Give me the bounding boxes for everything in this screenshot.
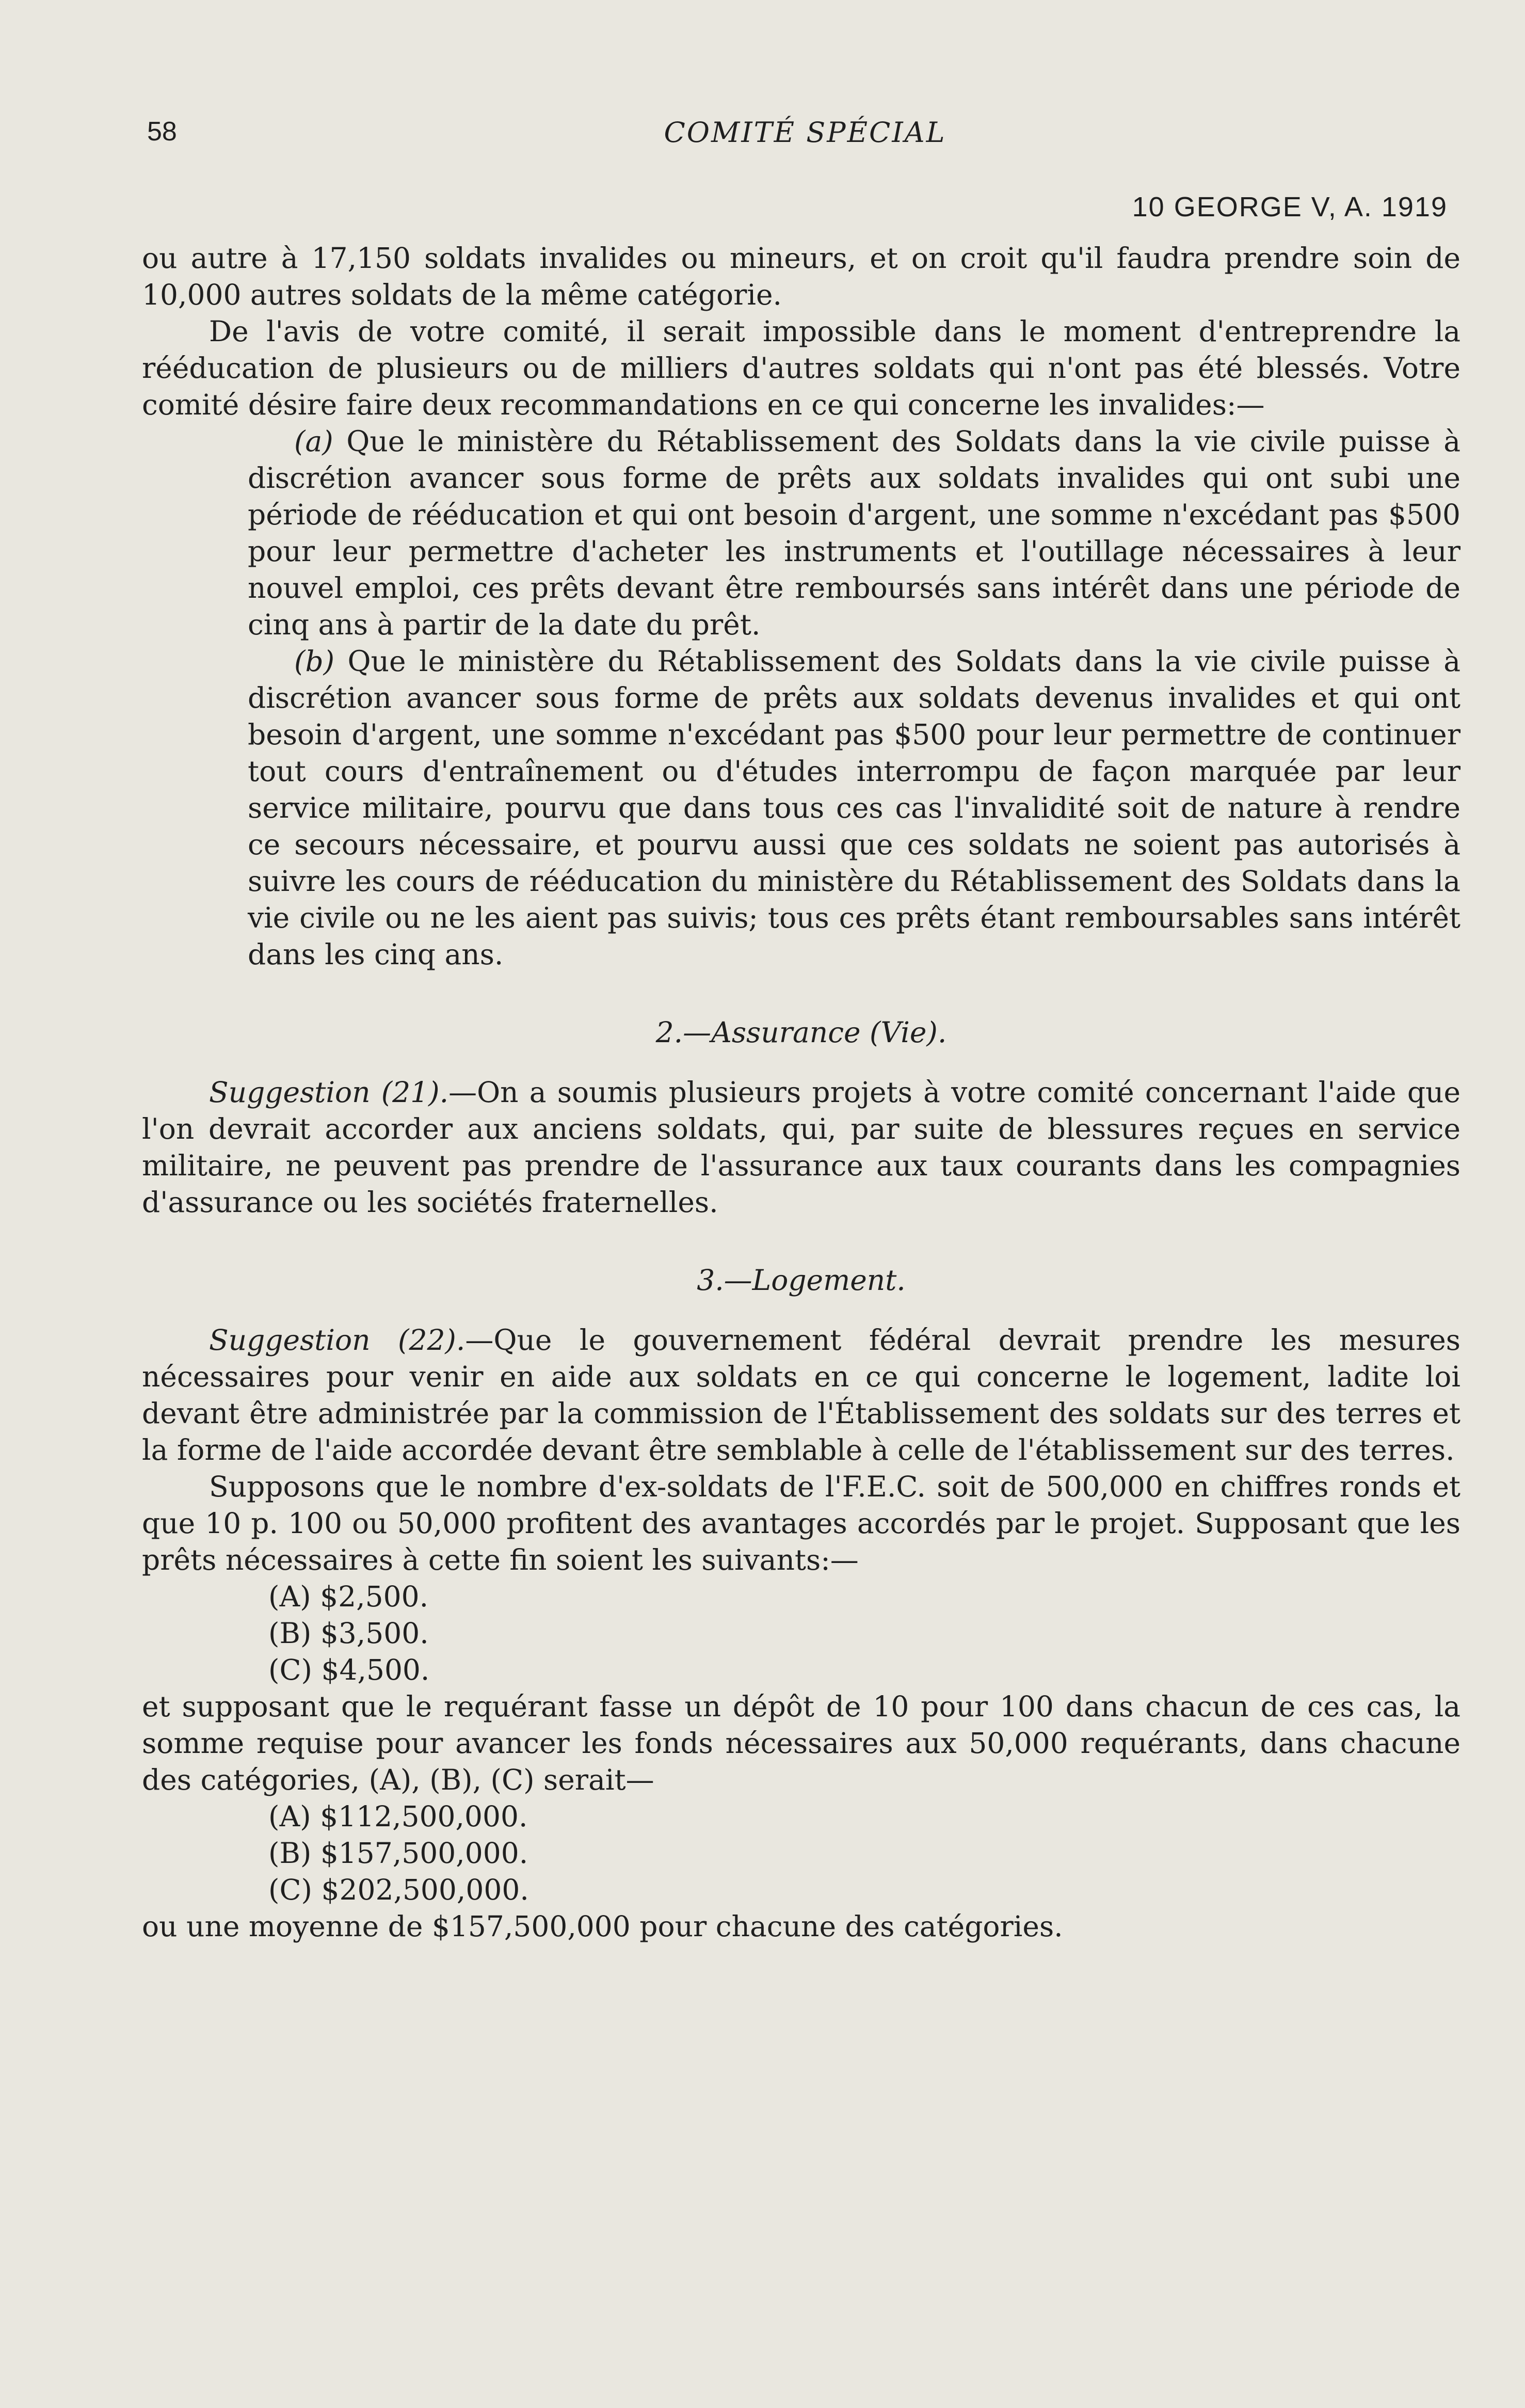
paragraph: et supposant que le requérant fasse un dépôt de 10 pour 100 dans chacun de ces cas, la somme requise pour avancer les fonds nécessaires aux 50,000 requérants, dans chacune des catégories, (A), (B), (C) serait— <box>142 1690 1460 1796</box>
suggestion-label: Suggestion (22). <box>209 1323 465 1357</box>
list-item: (B) $157,500,000. <box>268 1837 528 1870</box>
page-header <box>147 116 1463 152</box>
suggestion-text: —Que le gouvernement fédéral devrait prendre les mesures nécessaires pour venir en aide aux soldats en ce qui concerne le logement, ladite loi devant être administrée par la commission de l'Établissement des soldats sur des terres et la forme de l'aide accordée devant être semblable à celle de l'établissement sur des terres. <box>142 1323 1461 1466</box>
totals-list <box>268 1798 1460 1908</box>
item-text: Que le ministère du Rétablissement des Soldats dans la vie civile puisse à discrétion avancer sous forme de prêts aux soldats devenus invalides et qui ont besoin d'argent, une somme n'excédant pas $500 pour leur permettre de continuer tout cours d'entraînement ou d'études interrompu de façon marquée par leur service militaire, pourvu que dans tous ces cas l'invalidité soit de nature à rendre ce secours nécessaire, et pourvu aussi que ces soldats ne soient pas autorisés à suivre les cours de rééducation du ministère du Rétablissement des Soldats dans la vie civile ou ne les aient pas suivis; tous ces prêts étant remboursables sans intérêt dans les cinq ans. <box>248 645 1460 971</box>
list-item: (A) $112,500,000. <box>268 1800 528 1833</box>
page-number: 58 <box>147 117 177 147</box>
section-heading: 3.—Logement. <box>697 1264 906 1297</box>
section-heading: 2.—Assurance (Vie). <box>655 1016 947 1049</box>
item-text: Que le ministère du Rétablissement des Soldats dans la vie civile puisse à discrétion avancer sous forme de prêts aux soldats invalides qui ont subi une période de rééducation et qui ont besoin d'argent, une somme n'excédant pas $500 pour leur permettre d'acheter les instruments et l'outillage nécessaires à leur nouvel emploi, ces prêts devant être remboursés sans intérêt dans une période de cinq ans à partir de la date du prêt. <box>248 425 1460 641</box>
recommendation-b <box>248 643 1460 973</box>
list-item: (C) $4,500. <box>268 1653 430 1686</box>
item-label: (b) <box>294 645 335 678</box>
list-item: (A) $2,500. <box>268 1580 429 1613</box>
suggestion-21 <box>142 1074 1460 1221</box>
paragraph: ou autre à 17,150 soldats invalides ou mineurs, et on croit qu'il faudra prendre soin de 10,000 autres soldats de la même catégorie. <box>142 242 1460 311</box>
paragraph: ou une moyenne de $157,500,000 pour chacune des catégories. <box>142 1910 1063 1943</box>
list-item: (C) $202,500,000. <box>268 1873 529 1906</box>
suggestion-text: —On a soumis plusieurs projets à votre comité concernant l'aide que l'on devrait accorder aux anciens soldats, qui, par suite de blessures reçues en service militaire, ne peuvent pas prendre de l'assurance aux taux courants dans les compagnies d'assurance ou les sociétés fraternelles. <box>142 1076 1460 1219</box>
running-title: COMITÉ SPÉCIAL <box>664 116 946 149</box>
loan-list <box>268 1578 1460 1688</box>
list-item: (B) $3,500. <box>268 1617 429 1650</box>
body-text <box>142 240 1460 1945</box>
suggestion-22 <box>142 1322 1460 1469</box>
item-label: (a) <box>294 425 333 458</box>
session-imprint: 10 GEORGE V, A. 1919 <box>1132 192 1448 222</box>
recommendation-a <box>248 423 1460 643</box>
suggestion-label: Suggestion (21). <box>209 1076 449 1109</box>
paragraph: Supposons que le nombre d'ex-soldats de l'F.E.C. soit de 500,000 en chiffres ronds et que 10 p. 100 ou 50,000 profitent des avantages accordés par le projet. Supposant que les prêts nécessaires à cette fin soient les suivants:— <box>142 1470 1460 1576</box>
paragraph: De l'avis de votre comité, il serait impossible dans le moment d'entreprendre la rééducation de plusieurs ou de milliers d'autres soldats qui n'ont pas été blessés. Votre comité désire faire deux recommandations en ce qui concerne les invalides:— <box>142 315 1460 421</box>
